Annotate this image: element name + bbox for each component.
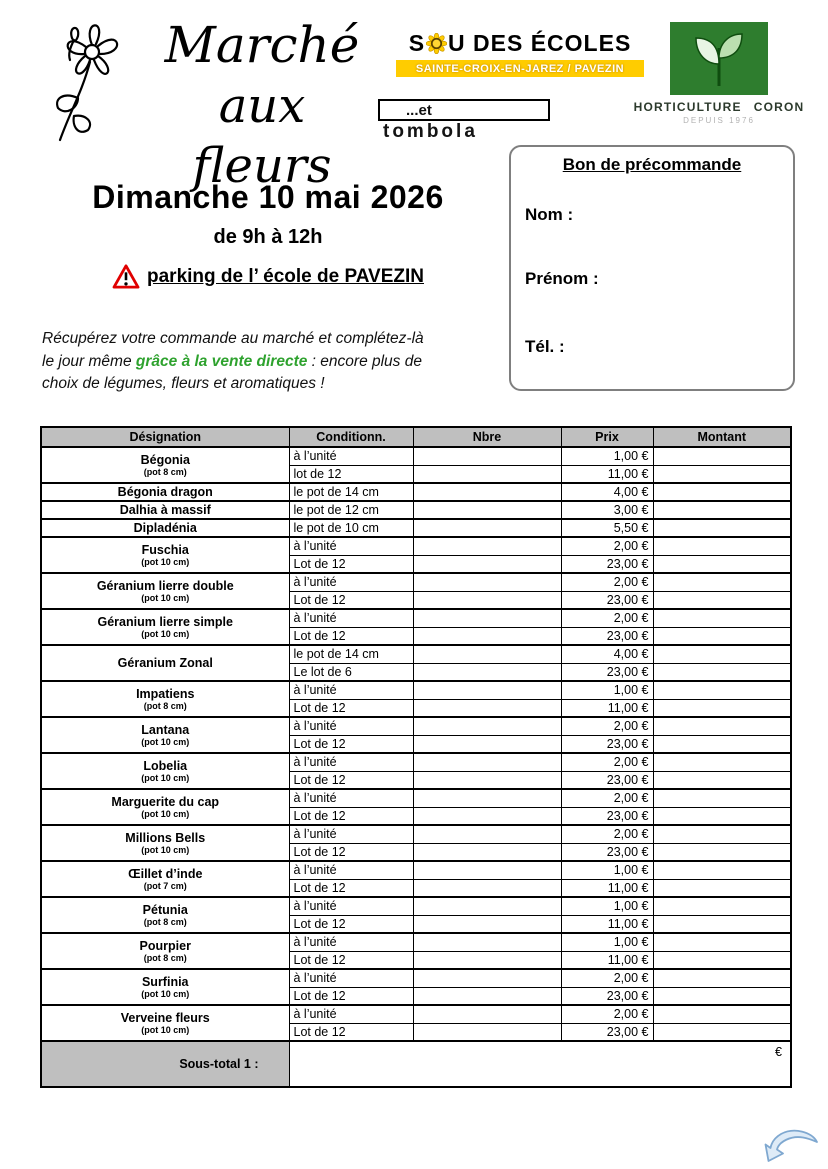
conditioning-cell: Le lot de 6 — [289, 663, 413, 681]
quantity-cell — [413, 789, 561, 807]
quantity-cell — [413, 573, 561, 591]
price-cell: 1,00 € — [561, 861, 653, 879]
product-row — [41, 1005, 791, 1023]
plant-name-cell — [41, 483, 289, 501]
quantity-cell — [413, 645, 561, 663]
plant-name-cell — [41, 789, 289, 825]
conditioning-cell: Lot de 12 — [289, 807, 413, 825]
conditioning-cell: Lot de 12 — [289, 915, 413, 933]
plant-name-cell — [41, 753, 289, 789]
product-row — [41, 609, 791, 627]
sou-text-end: U DES ÉCOLES — [448, 30, 632, 56]
product-row — [41, 825, 791, 843]
event-time: de 9h à 12h — [213, 226, 323, 248]
quantity-cell — [413, 951, 561, 969]
amount-cell — [653, 987, 791, 1005]
plant-pot-size: (pot 10 cm) — [141, 556, 190, 567]
plant-name-cell — [41, 861, 289, 897]
product-row — [41, 537, 791, 555]
plant-name: Géranium lierre double — [96, 578, 234, 593]
amount-cell — [653, 519, 791, 537]
plant-name: Œillet d’inde — [128, 866, 203, 881]
subtotal-row — [41, 1041, 791, 1087]
product-row — [41, 861, 791, 879]
quantity-cell — [413, 987, 561, 1005]
price-cell: 2,00 € — [561, 825, 653, 843]
quantity-cell — [413, 933, 561, 951]
conditioning-cell: Lot de 12 — [289, 591, 413, 609]
conditioning-cell: à l’unité — [289, 789, 413, 807]
conditioning-cell: à l’unité — [289, 825, 413, 843]
conditioning-cell: Lot de 12 — [289, 1023, 413, 1041]
plant-name: Impatiens — [136, 686, 195, 701]
plant-pot-size: (pot 10 cm) — [141, 628, 190, 639]
coron-since: DEPUIS 1976 — [683, 116, 755, 125]
price-cell: 23,00 € — [561, 591, 653, 609]
plant-name-cell — [41, 447, 289, 483]
price-cell: 2,00 € — [561, 537, 653, 555]
amount-cell — [653, 951, 791, 969]
amount-cell — [653, 1005, 791, 1023]
conditioning-cell: le pot de 12 cm — [289, 501, 413, 519]
plant-name: Pétunia — [142, 902, 188, 917]
warning-icon — [112, 264, 140, 289]
firstname-field-label: Prénom : — [525, 269, 599, 288]
plant-pot-size: (pot 8 cm) — [143, 952, 187, 963]
amount-cell — [653, 465, 791, 483]
plant-name: Pourpier — [139, 938, 191, 953]
plant-pot-size: (pot 10 cm) — [141, 592, 190, 603]
amount-cell — [653, 699, 791, 717]
event-date: Dimanche 10 mai 2026 — [92, 179, 444, 215]
quantity-cell — [413, 879, 561, 897]
product-row — [41, 447, 791, 465]
sou-des-ecoles-title — [396, 30, 644, 57]
plant-name-cell — [41, 933, 289, 969]
leaf-logo-box — [670, 22, 768, 95]
amount-cell — [653, 969, 791, 987]
table-header-row — [41, 427, 791, 447]
plant-name-cell — [41, 519, 289, 537]
plant-name: Dalhia à massif — [119, 502, 211, 517]
plant-pot-size: (pot 10 cm) — [141, 988, 190, 999]
euro-symbol: € — [775, 1045, 782, 1059]
price-cell: 1,00 € — [561, 897, 653, 915]
plant-name: Lobelia — [143, 758, 188, 773]
plant-name: Bégonia — [140, 452, 190, 467]
conditioning-cell: à l’unité — [289, 861, 413, 879]
plant-name: Géranium lierre simple — [97, 614, 233, 629]
subtotal-amount-cell — [289, 1041, 791, 1087]
plant-name: Millions Bells — [125, 830, 206, 845]
pickup-note — [42, 328, 502, 396]
amount-cell — [653, 501, 791, 519]
amount-cell — [653, 1023, 791, 1041]
note-text: le jour même — [42, 352, 136, 370]
title-line-2: aux fleurs — [192, 78, 332, 194]
amount-cell — [653, 717, 791, 735]
quantity-cell — [413, 915, 561, 933]
plant-pot-size: (pot 8 cm) — [143, 466, 187, 477]
plant-name: Dipladénia — [133, 520, 197, 535]
price-cell: 2,00 € — [561, 969, 653, 987]
price-cell: 2,00 € — [561, 717, 653, 735]
conditioning-cell: Lot de 12 — [289, 555, 413, 573]
col-header-price: Prix — [561, 427, 653, 447]
note-text: choix de légumes, fleurs et aromatiques ! — [42, 375, 325, 392]
product-row — [41, 501, 791, 519]
conditioning-cell: à l’unité — [289, 1005, 413, 1023]
conditioning-cell: à l’unité — [289, 573, 413, 591]
subtotal-label: Sous-total 1 : — [41, 1041, 289, 1087]
quantity-cell — [413, 501, 561, 519]
plant-name: Marguerite du cap — [111, 794, 220, 809]
quantity-cell — [413, 969, 561, 987]
amount-cell — [653, 663, 791, 681]
price-cell: 3,00 € — [561, 501, 653, 519]
preorder-box — [509, 145, 795, 391]
horticulture-coron-logo — [633, 22, 805, 125]
amount-cell — [653, 645, 791, 663]
amount-cell — [653, 861, 791, 879]
amount-cell — [653, 447, 791, 465]
coron-name — [633, 99, 805, 114]
amount-cell — [653, 591, 791, 609]
price-cell: 23,00 € — [561, 735, 653, 753]
price-cell: 11,00 € — [561, 699, 653, 717]
quantity-cell — [413, 1023, 561, 1041]
quantity-cell — [413, 483, 561, 501]
plant-name-cell — [41, 825, 289, 861]
col-header-quantity: Nbre — [413, 427, 561, 447]
note-text: Récupérez votre commande au marché et complétez-là — [42, 330, 424, 347]
price-cell: 2,00 € — [561, 1005, 653, 1023]
conditioning-cell: à l’unité — [289, 969, 413, 987]
note-line-3 — [42, 373, 502, 396]
order-table-body — [41, 447, 791, 1041]
coron-name-left: HORTICULTURE — [633, 99, 742, 114]
plant-name-cell — [41, 501, 289, 519]
price-cell: 23,00 € — [561, 807, 653, 825]
price-cell: 23,00 € — [561, 1023, 653, 1041]
price-cell: 4,00 € — [561, 645, 653, 663]
sou-des-ecoles-logo — [396, 30, 644, 77]
price-cell: 2,00 € — [561, 573, 653, 591]
plant-pot-size: (pot 8 cm) — [143, 916, 187, 927]
quantity-cell — [413, 447, 561, 465]
amount-cell — [653, 789, 791, 807]
amount-cell — [653, 735, 791, 753]
plant-pot-size: (pot 8 cm) — [143, 700, 187, 711]
col-header-conditioning: Conditionn. — [289, 427, 413, 447]
conditioning-cell: à l’unité — [289, 717, 413, 735]
product-row — [41, 897, 791, 915]
plant-name: Lantana — [141, 722, 190, 737]
price-cell: 2,00 € — [561, 789, 653, 807]
order-table — [40, 426, 792, 1088]
price-cell: 11,00 € — [561, 951, 653, 969]
quantity-cell — [413, 699, 561, 717]
name-field-label: Nom : — [525, 205, 574, 224]
price-cell: 2,00 € — [561, 609, 653, 627]
sunflower-icon — [426, 33, 447, 54]
plant-name-cell — [41, 681, 289, 717]
quantity-cell — [413, 681, 561, 699]
price-cell: 11,00 € — [561, 879, 653, 897]
amount-cell — [653, 825, 791, 843]
note-text: : encore plus de — [307, 352, 422, 370]
plant-name: Bégonia dragon — [117, 484, 213, 499]
conditioning-cell: Lot de 12 — [289, 627, 413, 645]
quantity-cell — [413, 627, 561, 645]
amount-cell — [653, 681, 791, 699]
amount-cell — [653, 915, 791, 933]
price-cell: 2,00 € — [561, 753, 653, 771]
price-cell: 5,50 € — [561, 519, 653, 537]
amount-cell — [653, 843, 791, 861]
price-cell: 23,00 € — [561, 663, 653, 681]
conditioning-cell: Lot de 12 — [289, 735, 413, 753]
amount-cell — [653, 555, 791, 573]
amount-cell — [653, 897, 791, 915]
note-line-1 — [42, 328, 502, 351]
tombola-label: tombola — [383, 121, 478, 142]
quantity-cell — [413, 843, 561, 861]
phone-field-label: Tél. : — [525, 337, 565, 356]
quantity-cell — [413, 861, 561, 879]
col-header-amount: Montant — [653, 427, 791, 447]
plant-name-cell — [41, 969, 289, 1005]
quantity-cell — [413, 465, 561, 483]
product-row — [41, 933, 791, 951]
conditioning-cell: Lot de 12 — [289, 987, 413, 1005]
product-row — [41, 969, 791, 987]
conditioning-cell: à l’unité — [289, 897, 413, 915]
quantity-cell — [413, 519, 561, 537]
et-box — [378, 99, 550, 121]
amount-cell — [653, 771, 791, 789]
preorder-title: Bon de précommande — [562, 155, 742, 174]
product-row — [41, 681, 791, 699]
conditioning-cell: le pot de 10 cm — [289, 519, 413, 537]
plant-pot-size: (pot 10 cm) — [141, 808, 190, 819]
conditioning-cell: à l’unité — [289, 537, 413, 555]
conditioning-cell: à l’unité — [289, 933, 413, 951]
plant-name-cell — [41, 1005, 289, 1041]
product-row — [41, 717, 791, 735]
conditioning-cell: à l’unité — [289, 681, 413, 699]
coron-name-right: CORON — [753, 99, 805, 114]
price-cell: 4,00 € — [561, 483, 653, 501]
amount-cell — [653, 753, 791, 771]
event-location — [36, 264, 500, 289]
price-cell: 23,00 € — [561, 843, 653, 861]
plant-name-cell — [41, 717, 289, 753]
product-row — [41, 789, 791, 807]
product-row — [41, 645, 791, 663]
amount-cell — [653, 879, 791, 897]
quantity-cell — [413, 555, 561, 573]
plant-name-cell — [41, 897, 289, 933]
quantity-cell — [413, 663, 561, 681]
amount-cell — [653, 609, 791, 627]
amount-cell — [653, 483, 791, 501]
col-header-designation: Désignation — [41, 427, 289, 447]
price-cell: 23,00 € — [561, 555, 653, 573]
flower-icon — [30, 12, 150, 152]
amount-cell — [653, 807, 791, 825]
quantity-cell — [413, 771, 561, 789]
amount-cell — [653, 537, 791, 555]
price-cell: 23,00 € — [561, 771, 653, 789]
sou-text-start: S — [408, 30, 426, 56]
quantity-cell — [413, 537, 561, 555]
sou-location-banner: SAINTE-CROIX-EN-JAREZ / PAVEZIN — [396, 60, 644, 77]
page-title — [146, 14, 378, 196]
title-line-1: Marché — [164, 16, 360, 74]
quantity-cell — [413, 591, 561, 609]
event-location-text: parking de l’ école de PAVEZIN — [147, 265, 424, 287]
price-cell: 23,00 € — [561, 627, 653, 645]
quantity-cell — [413, 717, 561, 735]
plant-name-cell — [41, 645, 289, 681]
plant-pot-size: (pot 10 cm) — [141, 1024, 190, 1035]
conditioning-cell: le pot de 14 cm — [289, 645, 413, 663]
product-row — [41, 753, 791, 771]
quantity-cell — [413, 609, 561, 627]
price-cell: 11,00 € — [561, 915, 653, 933]
amount-cell — [653, 627, 791, 645]
plant-name-cell — [41, 537, 289, 573]
quantity-cell — [413, 753, 561, 771]
product-row — [41, 483, 791, 501]
conditioning-cell: Lot de 12 — [289, 699, 413, 717]
price-cell: 23,00 € — [561, 987, 653, 1005]
conditioning-cell: le pot de 14 cm — [289, 483, 413, 501]
note-highlight: grâce à la vente directe — [135, 352, 308, 370]
plant-name-cell — [41, 609, 289, 645]
quantity-cell — [413, 735, 561, 753]
quantity-cell — [413, 825, 561, 843]
plant-name: Fuschia — [141, 542, 189, 557]
quantity-cell — [413, 1005, 561, 1023]
amount-cell — [653, 573, 791, 591]
conditioning-cell: Lot de 12 — [289, 879, 413, 897]
conditioning-cell: Lot de 12 — [289, 843, 413, 861]
plant-pot-size: (pot 10 cm) — [141, 772, 190, 783]
price-cell: 1,00 € — [561, 447, 653, 465]
plant-pot-size: (pot 10 cm) — [141, 844, 190, 855]
flower-sketch-illustration — [30, 12, 150, 152]
conditioning-cell: à l’unité — [289, 609, 413, 627]
leaf-icon — [688, 30, 750, 88]
product-row — [41, 573, 791, 591]
plant-name: Verveine fleurs — [120, 1010, 210, 1025]
conditioning-cell: lot de 12 — [289, 465, 413, 483]
conditioning-cell: Lot de 12 — [289, 951, 413, 969]
curved-arrow-icon — [764, 1127, 820, 1165]
plant-name: Surfinia — [141, 974, 189, 989]
et-label: ...et — [406, 101, 432, 119]
plant-pot-size: (pot 7 cm) — [143, 880, 187, 891]
product-row — [41, 519, 791, 537]
plant-pot-size: (pot 10 cm) — [141, 736, 190, 747]
conditioning-cell: Lot de 12 — [289, 771, 413, 789]
conditioning-cell: à l’unité — [289, 753, 413, 771]
quantity-cell — [413, 897, 561, 915]
quantity-cell — [413, 807, 561, 825]
note-line-2 — [42, 351, 502, 374]
price-cell: 11,00 € — [561, 465, 653, 483]
plant-name-cell — [41, 573, 289, 609]
price-cell: 1,00 € — [561, 681, 653, 699]
price-cell: 1,00 € — [561, 933, 653, 951]
conditioning-cell: à l’unité — [289, 447, 413, 465]
amount-cell — [653, 933, 791, 951]
plant-name: Géranium Zonal — [117, 655, 213, 670]
